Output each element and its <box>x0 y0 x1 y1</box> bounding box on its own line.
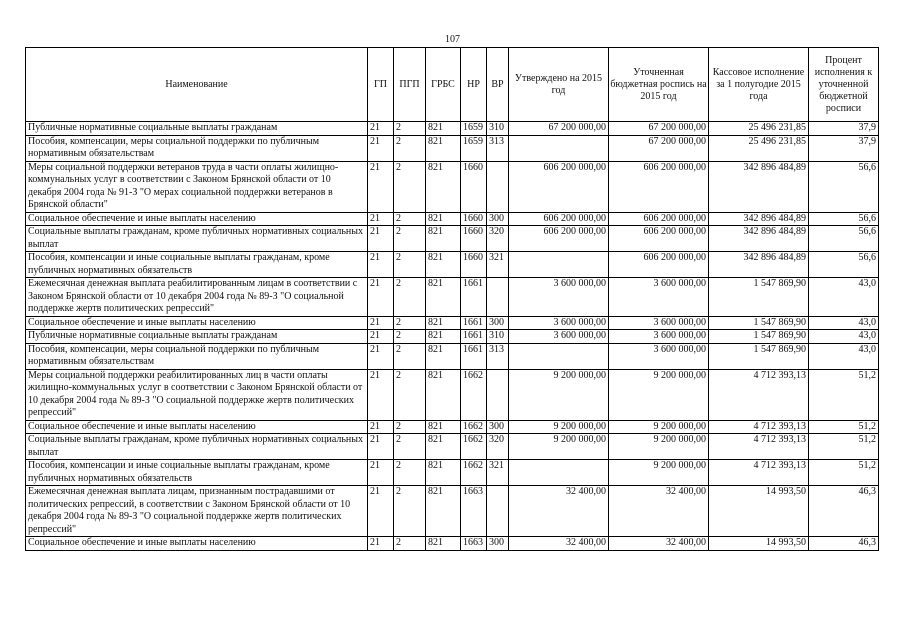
table-row <box>26 420 879 434</box>
cell-refined: 606 200 000,00 <box>609 161 709 212</box>
cell-cash: 4 712 393,13 <box>709 434 809 460</box>
cell-vr: 313 <box>487 343 509 369</box>
cell-ppgp: 2 <box>394 161 426 212</box>
cell-ppgp: 2 <box>394 226 426 252</box>
header-gp: ГП <box>368 48 394 122</box>
cell-percent: 43,0 <box>809 343 879 369</box>
cell-ppgp: 2 <box>394 135 426 161</box>
cell-cash: 25 496 231,85 <box>709 135 809 161</box>
cell-np: 1660 <box>461 226 487 252</box>
table-row <box>26 537 879 551</box>
cell-vr: 313 <box>487 135 509 161</box>
cell-gp: 21 <box>368 486 394 537</box>
cell-gp: 21 <box>368 343 394 369</box>
cell-refined: 67 200 000,00 <box>609 135 709 161</box>
cell-percent: 51,2 <box>809 420 879 434</box>
header-refined: Уточненная бюджетная роспись на 2015 год <box>609 48 709 122</box>
cell-percent: 56,6 <box>809 212 879 226</box>
cell-ppgp: 2 <box>394 122 426 136</box>
cell-vr <box>487 278 509 317</box>
cell-grbs: 821 <box>426 343 461 369</box>
budget-table <box>25 47 879 551</box>
table-row <box>26 343 879 369</box>
page-number: 107 <box>445 34 460 45</box>
cell-np: 1660 <box>461 252 487 278</box>
cell-ppgp: 2 <box>394 486 426 537</box>
cell-percent: 43,0 <box>809 278 879 317</box>
cell-approved <box>509 135 609 161</box>
cell-grbs: 821 <box>426 212 461 226</box>
cell-vr: 300 <box>487 420 509 434</box>
cell-vr <box>487 369 509 420</box>
cell-percent: 43,0 <box>809 330 879 344</box>
cell-grbs: 821 <box>426 226 461 252</box>
cell-cash: 1 547 869,90 <box>709 316 809 330</box>
cell-refined: 3 600 000,00 <box>609 330 709 344</box>
cell-gp: 21 <box>368 434 394 460</box>
cell-gp: 21 <box>368 122 394 136</box>
cell-percent: 37,9 <box>809 135 879 161</box>
cell-np: 1662 <box>461 369 487 420</box>
cell-ppgp: 2 <box>394 330 426 344</box>
table-row <box>26 212 879 226</box>
cell-vr: 320 <box>487 434 509 460</box>
cell-refined: 9 200 000,00 <box>609 369 709 420</box>
table-row <box>26 330 879 344</box>
cell-cash: 342 896 484,89 <box>709 226 809 252</box>
cell-cash: 4 712 393,13 <box>709 369 809 420</box>
cell-grbs: 821 <box>426 330 461 344</box>
cell-approved: 67 200 000,00 <box>509 122 609 136</box>
header-cash: Кассовое исполнение за 1 полугодие 2015 года <box>709 48 809 122</box>
cell-np: 1662 <box>461 460 487 486</box>
cell-ppgp: 2 <box>394 420 426 434</box>
cell-gp: 21 <box>368 460 394 486</box>
cell-name: Меры социальной поддержки ветеранов труда в части оплаты жилищно-коммунальных услуг в соответствии с Законом Брянской области от 10 декабря 2004 года № 91-З "О мерах социальной поддержки ветеранов в Брянской области" <box>26 161 368 212</box>
cell-cash: 1 547 869,90 <box>709 343 809 369</box>
cell-vr <box>487 161 509 212</box>
table-row <box>26 460 879 486</box>
cell-np: 1663 <box>461 486 487 537</box>
cell-refined: 9 200 000,00 <box>609 434 709 460</box>
cell-np: 1662 <box>461 420 487 434</box>
cell-percent: 46,3 <box>809 486 879 537</box>
header-vr: ВР <box>487 48 509 122</box>
cell-vr: 320 <box>487 226 509 252</box>
cell-percent: 56,6 <box>809 226 879 252</box>
cell-name: Социальные выплаты гражданам, кроме публичных нормативных социальных выплат <box>26 434 368 460</box>
cell-gp: 21 <box>368 212 394 226</box>
cell-percent: 51,2 <box>809 460 879 486</box>
cell-name: Меры социальной поддержки реабилитированных лиц в части оплаты жилищно-коммунальных услуг в соответствии с Законом Брянской области от 10 декабря 2004 года № 89-З "О социальной поддержке жертв политических репрессий" <box>26 369 368 420</box>
cell-np: 1661 <box>461 316 487 330</box>
cell-grbs: 821 <box>426 460 461 486</box>
cell-vr: 310 <box>487 330 509 344</box>
cell-refined: 606 200 000,00 <box>609 226 709 252</box>
cell-name: Пособия, компенсации, меры социальной поддержки по публичным нормативным обязательствам <box>26 343 368 369</box>
cell-grbs: 821 <box>426 434 461 460</box>
cell-gp: 21 <box>368 161 394 212</box>
table-row <box>26 161 879 212</box>
cell-cash: 342 896 484,89 <box>709 212 809 226</box>
cell-approved: 3 600 000,00 <box>509 316 609 330</box>
cell-np: 1663 <box>461 537 487 551</box>
cell-ppgp: 2 <box>394 316 426 330</box>
table-header-row <box>26 48 879 122</box>
cell-np: 1660 <box>461 161 487 212</box>
cell-gp: 21 <box>368 226 394 252</box>
cell-percent: 46,3 <box>809 537 879 551</box>
cell-gp: 21 <box>368 316 394 330</box>
cell-gp: 21 <box>368 330 394 344</box>
cell-ppgp: 2 <box>394 460 426 486</box>
cell-cash: 14 993,50 <box>709 486 809 537</box>
cell-vr: 321 <box>487 252 509 278</box>
cell-ppgp: 2 <box>394 369 426 420</box>
cell-approved: 32 400,00 <box>509 486 609 537</box>
cell-name: Пособия, компенсации, меры социальной поддержки по публичным нормативным обязательствам <box>26 135 368 161</box>
cell-refined: 9 200 000,00 <box>609 420 709 434</box>
cell-refined: 3 600 000,00 <box>609 316 709 330</box>
cell-approved: 32 400,00 <box>509 537 609 551</box>
header-approved: Утверждено на 2015 год <box>509 48 609 122</box>
cell-approved: 9 200 000,00 <box>509 420 609 434</box>
cell-grbs: 821 <box>426 420 461 434</box>
cell-ppgp: 2 <box>394 212 426 226</box>
cell-name: Ежемесячная денежная выплата реабилитированным лицам в соответствии с Законом Брянской области от 10 декабря 2004 года № 89-З "О социальной поддержке жертв политических репрессий" <box>26 278 368 317</box>
cell-name: Ежемесячная денежная выплата лицам, признанным пострадавшими от политических репрессий, в соответствии с Законом Брянской области от 10 декабря 2004 года № 89-З "О социальной поддержке жертв политических репрессий" <box>26 486 368 537</box>
cell-ppgp: 2 <box>394 252 426 278</box>
cell-gp: 21 <box>368 278 394 317</box>
cell-approved: 3 600 000,00 <box>509 330 609 344</box>
cell-name: Публичные нормативные социальные выплаты гражданам <box>26 122 368 136</box>
cell-percent: 37,9 <box>809 122 879 136</box>
cell-approved <box>509 343 609 369</box>
cell-vr: 300 <box>487 537 509 551</box>
cell-grbs: 821 <box>426 278 461 317</box>
cell-np: 1659 <box>461 122 487 136</box>
cell-percent: 56,6 <box>809 161 879 212</box>
cell-cash: 1 547 869,90 <box>709 330 809 344</box>
table-row <box>26 135 879 161</box>
cell-cash: 14 993,50 <box>709 537 809 551</box>
cell-grbs: 821 <box>426 122 461 136</box>
cell-approved <box>509 252 609 278</box>
cell-name: Социальное обеспечение и иные выплаты населению <box>26 537 368 551</box>
cell-approved: 9 200 000,00 <box>509 369 609 420</box>
cell-name: Социальные выплаты гражданам, кроме публичных нормативных социальных выплат <box>26 226 368 252</box>
cell-cash: 342 896 484,89 <box>709 252 809 278</box>
cell-percent: 43,0 <box>809 316 879 330</box>
cell-gp: 21 <box>368 420 394 434</box>
cell-name: Пособия, компенсации и иные социальные выплаты гражданам, кроме публичных нормативных обязательств <box>26 252 368 278</box>
table-row <box>26 226 879 252</box>
cell-gp: 21 <box>368 369 394 420</box>
cell-approved <box>509 460 609 486</box>
cell-approved: 606 200 000,00 <box>509 161 609 212</box>
cell-ppgp: 2 <box>394 434 426 460</box>
cell-name: Социальное обеспечение и иные выплаты населению <box>26 212 368 226</box>
cell-refined: 606 200 000,00 <box>609 212 709 226</box>
table-row <box>26 486 879 537</box>
cell-np: 1660 <box>461 212 487 226</box>
cell-percent: 51,2 <box>809 434 879 460</box>
cell-np: 1661 <box>461 278 487 317</box>
cell-cash: 4 712 393,13 <box>709 460 809 486</box>
cell-approved: 9 200 000,00 <box>509 434 609 460</box>
cell-percent: 51,2 <box>809 369 879 420</box>
cell-ppgp: 2 <box>394 343 426 369</box>
cell-refined: 3 600 000,00 <box>609 278 709 317</box>
table-body <box>26 122 879 551</box>
cell-grbs: 821 <box>426 369 461 420</box>
cell-grbs: 821 <box>426 252 461 278</box>
cell-cash: 25 496 231,85 <box>709 122 809 136</box>
cell-refined: 32 400,00 <box>609 486 709 537</box>
cell-vr: 300 <box>487 212 509 226</box>
cell-refined: 32 400,00 <box>609 537 709 551</box>
cell-refined: 606 200 000,00 <box>609 252 709 278</box>
header-name: Наименование <box>26 48 368 122</box>
cell-name: Социальное обеспечение и иные выплаты населению <box>26 316 368 330</box>
cell-name: Социальное обеспечение и иные выплаты населению <box>26 420 368 434</box>
cell-vr: 300 <box>487 316 509 330</box>
cell-refined: 67 200 000,00 <box>609 122 709 136</box>
table-row <box>26 122 879 136</box>
cell-approved: 606 200 000,00 <box>509 212 609 226</box>
header-grbs: ГРБС <box>426 48 461 122</box>
cell-np: 1661 <box>461 343 487 369</box>
cell-vr <box>487 486 509 537</box>
cell-vr: 310 <box>487 122 509 136</box>
cell-ppgp: 2 <box>394 537 426 551</box>
cell-cash: 1 547 869,90 <box>709 278 809 317</box>
cell-grbs: 821 <box>426 316 461 330</box>
cell-gp: 21 <box>368 537 394 551</box>
cell-np: 1661 <box>461 330 487 344</box>
cell-name: Пособия, компенсации и иные социальные выплаты гражданам, кроме публичных нормативных обязательств <box>26 460 368 486</box>
table-row <box>26 278 879 317</box>
table-row <box>26 369 879 420</box>
header-ppgp: ПГП <box>394 48 426 122</box>
cell-refined: 3 600 000,00 <box>609 343 709 369</box>
cell-grbs: 821 <box>426 537 461 551</box>
header-np: НР <box>461 48 487 122</box>
cell-refined: 9 200 000,00 <box>609 460 709 486</box>
cell-approved: 3 600 000,00 <box>509 278 609 317</box>
cell-ppgp: 2 <box>394 278 426 317</box>
table-row <box>26 434 879 460</box>
cell-gp: 21 <box>368 252 394 278</box>
table-row <box>26 316 879 330</box>
table-row <box>26 252 879 278</box>
cell-cash: 4 712 393,13 <box>709 420 809 434</box>
header-percent: Процент исполнения к уточненной бюджетной росписи <box>809 48 879 122</box>
cell-grbs: 821 <box>426 161 461 212</box>
cell-gp: 21 <box>368 135 394 161</box>
cell-approved: 606 200 000,00 <box>509 226 609 252</box>
cell-cash: 342 896 484,89 <box>709 161 809 212</box>
cell-percent: 56,6 <box>809 252 879 278</box>
cell-np: 1662 <box>461 434 487 460</box>
cell-grbs: 821 <box>426 486 461 537</box>
cell-grbs: 821 <box>426 135 461 161</box>
cell-vr: 321 <box>487 460 509 486</box>
cell-name: Публичные нормативные социальные выплаты гражданам <box>26 330 368 344</box>
cell-np: 1659 <box>461 135 487 161</box>
